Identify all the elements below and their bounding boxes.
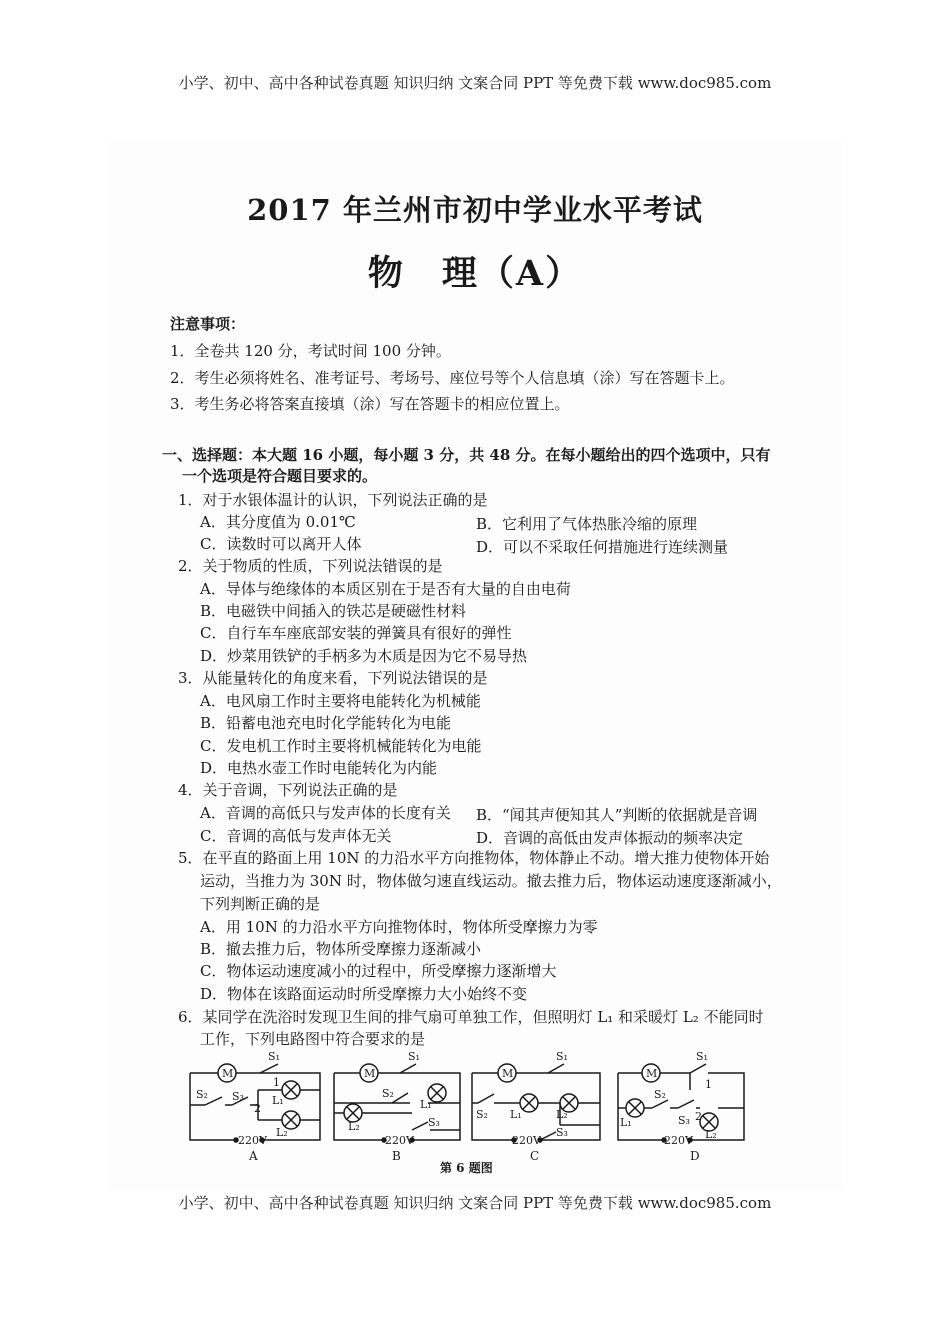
notice-heading: 注意事项： <box>170 315 246 333</box>
question-3-option-d: D．电热水壶工作时电能转化为内能 <box>200 759 438 777</box>
circuit-c-l1-label: L₁ <box>510 1108 522 1121</box>
circuit-d-s1-label: S₁ <box>696 1050 708 1063</box>
section-heading: 一、选择题：本大题 16 小题，每小题 3 分，共 48 分。在每小题给出的四个选项中，只有 <box>162 446 771 464</box>
circuit-c-option-label: C <box>530 1149 540 1163</box>
switch-s3 <box>678 1100 694 1108</box>
question-2-option-b: B．电磁铁中间插入的铁芯是硬磁性材料 <box>200 602 467 620</box>
circuit-b-voltage: 220V <box>385 1134 414 1147</box>
switch-s1 <box>690 1064 706 1073</box>
circuit-d-voltage: 220V <box>664 1134 693 1147</box>
circuit-c-voltage: 220V <box>512 1134 541 1147</box>
circuit-b-option-label: B <box>392 1149 401 1163</box>
question-1-option-d: D．可以不采取任何措施进行连续测量 <box>476 538 729 556</box>
question-1-option-b: B．它利用了气体热胀冷缩的原理 <box>476 515 698 533</box>
question-5-stem: 运动，当推力为 30N 时，物体做匀速直线运动。撤去推力后，物体运动速度逐渐减小， <box>200 872 782 890</box>
question-1-option-c: C．读数时可以离开人体 <box>200 535 362 553</box>
circuit-c-s3-label: S₃ <box>556 1126 568 1139</box>
circuit-a-contact-2: 2 <box>254 1102 261 1115</box>
circuit-a-option-label: A <box>249 1149 258 1163</box>
circuit-d-contact-2: 2 <box>695 1110 702 1123</box>
question-5-option-c: C．物体运动速度减小的过程中，所受摩擦力逐渐增大 <box>200 962 557 980</box>
circuit-d-s2-label: S₂ <box>654 1088 666 1101</box>
circuit-a-l1-label: L₁ <box>272 1094 284 1107</box>
subject-title: 物 理（A） <box>367 253 583 294</box>
circuit-b-l2-label: L₂ <box>348 1120 360 1133</box>
circuit-d <box>618 1064 744 1142</box>
circuit-a-l2-label: L₂ <box>276 1126 288 1139</box>
circuit-c <box>472 1064 600 1142</box>
question-4-option-d: D．音调的高低由发声体振动的频率决定 <box>476 829 744 847</box>
switch-s1 <box>548 1064 564 1073</box>
circuit-b-s2-label: S₂ <box>382 1087 394 1100</box>
question-1-stem: 1．对于水银体温计的认识，下列说法正确的是 <box>178 491 488 509</box>
circuit-c-wires <box>472 1073 600 1140</box>
question-5-option-d: D．物体在该路面运动时所受摩擦力大小始终不变 <box>200 985 528 1003</box>
question-2-option-a: A．导体与绝缘体的本质区别在于是否有大量的自由电荷 <box>200 580 571 598</box>
switch-s2 <box>478 1094 494 1103</box>
circuit-c-l2-label: L₂ <box>556 1108 568 1121</box>
question-5-stem: 5．在平直的路面上用 10N 的力沿水平方向推物体，物体静止不动。增大推力使物体开始 <box>178 849 770 867</box>
question-3-option-b: B．铅蓄电池充电时化学能转化为电能 <box>200 714 452 732</box>
lamp-l1-cross <box>285 1084 297 1096</box>
lamp-l2-cross <box>703 1116 715 1128</box>
lamp-l1-cross <box>523 1097 535 1109</box>
question-4-option-a: A．音调的高低只与发声体的长度有关 <box>200 804 451 822</box>
circuit-d-s3-label: S₃ <box>678 1114 690 1127</box>
circuit-d-l1-label: L₁ <box>620 1116 632 1129</box>
circuit-b-s3-label: S₃ <box>428 1116 440 1129</box>
notice-item: 3．考生务必将答案直接填（涂）写在答题卡的相应位置上。 <box>170 395 570 413</box>
circuit-d-contact-1: 1 <box>705 1078 712 1091</box>
lamp-l1-cross <box>431 1087 443 1099</box>
circuit-c-s1-label: S₁ <box>556 1050 568 1063</box>
question-3-option-a: A．电风扇工作时主要将电能转化为机械能 <box>200 692 481 710</box>
question-4-option-b: B．“闻其声便知其人”判断的依据就是音调 <box>476 806 758 824</box>
circuit-a-motor-label: M <box>222 1067 234 1080</box>
question-4-option-c: C．音调的高低与发声体无关 <box>200 827 392 845</box>
circuit-d-motor-label: M <box>646 1067 658 1080</box>
question-1-option-a: A．其分度值为 0.01℃ <box>200 513 356 531</box>
circuit-a-contact-1: 1 <box>273 1076 280 1089</box>
question-6-stem: 工作，下列电路图中符合要求的是 <box>200 1030 426 1048</box>
switch-s1 <box>260 1064 278 1073</box>
lamp-l2-cross <box>347 1107 359 1119</box>
question-4-stem: 4．关于音调，下列说法正确的是 <box>178 781 398 799</box>
switch-s1 <box>400 1064 416 1073</box>
circuit-c-motor-label: M <box>502 1067 514 1080</box>
circuit-b-s1-label: S₁ <box>408 1050 420 1063</box>
figure-caption: 第 6 题图 <box>440 1161 493 1175</box>
circuit-a-voltage: 220V <box>238 1134 267 1147</box>
question-2-stem: 2．关于物质的性质，下列说法错误的是 <box>178 557 443 575</box>
lamp-l2-cross <box>285 1114 297 1126</box>
question-2-option-d: D．炒菜用铁铲的手柄多为木质是因为它不易导热 <box>200 647 528 665</box>
circuit-b-l1-label: L₁ <box>420 1098 432 1111</box>
section-heading: 一个选项是符合题目要求的。 <box>182 467 378 485</box>
circuit-a-s1-label: S₁ <box>268 1050 280 1063</box>
question-5-stem: 下列判断正确的是 <box>200 895 321 913</box>
circuit-d-l2-label: L₂ <box>705 1128 717 1141</box>
question-3-stem: 3．从能量转化的角度来看，下列说法错误的是 <box>178 669 488 687</box>
question-5-option-a: A．用 10N 的力沿水平方向推物体时，物体所受摩擦力为零 <box>200 918 598 936</box>
notice-item: 1．全卷共 120 分，考试时间 100 分钟。 <box>170 342 451 360</box>
switch-s2 <box>652 1100 668 1108</box>
question-3-option-c: C．发电机工作时主要将机械能转化为电能 <box>200 737 482 755</box>
circuit-b-motor-label: M <box>364 1067 376 1080</box>
question-2-option-c: C．自行车车座底部安装的弹簧具有很好的弹性 <box>200 624 512 642</box>
notice-item: 2．考生必须将姓名、准考证号、考场号、座位号等个人信息填（涂）写在答题卡上。 <box>170 369 735 387</box>
circuit-a-s3-label: S₃ <box>232 1090 244 1103</box>
circuit-d-option-label: D <box>690 1149 700 1163</box>
switch-s3 <box>412 1122 428 1130</box>
circuit-a-s2-label: S₂ <box>196 1088 208 1101</box>
footer-watermark: 小学、初中、高中各种试卷真题 知识归纳 文案合同 PPT 等免费下载 www.doc985.com <box>178 1194 772 1212</box>
circuit-c-s2-label: S₂ <box>476 1108 488 1121</box>
lamp-l1-cross <box>629 1102 641 1114</box>
exam-title: 2017 年兰州市初中学业水平考试 <box>247 193 703 227</box>
switch-s2 <box>392 1093 408 1103</box>
header-watermark: 小学、初中、高中各种试卷真题 知识归纳 文案合同 PPT 等免费下载 www.doc985.com <box>178 74 772 92</box>
question-6-stem: 6．某同学在洗浴时发现卫生间的排气扇可单独工作，但照明灯 L₁ 和采暖灯 L₂ 不能同时 <box>178 1008 764 1026</box>
question-5-option-b: B．撤去推力后，物体所受摩擦力逐渐减小 <box>200 940 482 958</box>
